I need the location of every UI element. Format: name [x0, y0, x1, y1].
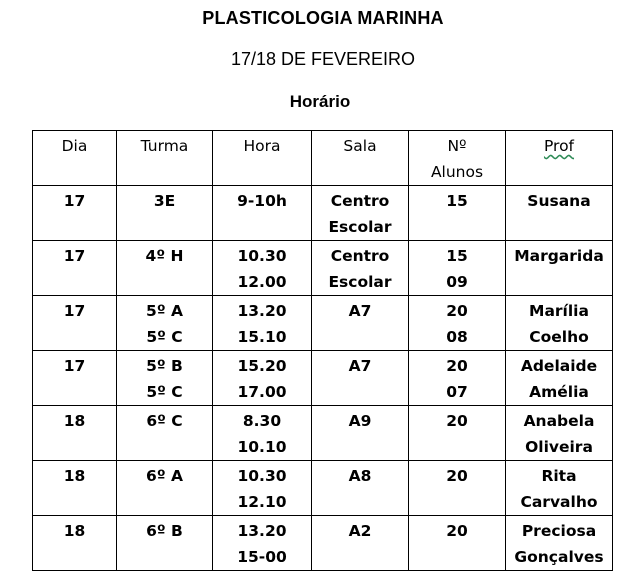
- cell-alunos-line: 07: [446, 383, 468, 401]
- header-alunos: Nº Alunos: [409, 131, 506, 186]
- cell-sala: [312, 406, 409, 461]
- cell-prof-line: Marília: [529, 302, 589, 320]
- cell-hora-line: 15.20: [237, 357, 287, 375]
- cell-hora: [213, 406, 312, 461]
- cell-alunos-line: 20: [446, 302, 468, 320]
- cell-turma-line: 4º H: [145, 247, 184, 265]
- cell-turma-line: 3E: [153, 192, 176, 210]
- cell-turma: [117, 241, 213, 296]
- cell-alunos: [409, 241, 506, 296]
- cell-sala: [312, 461, 409, 516]
- cell-hora-line: 13.20: [237, 302, 287, 320]
- table-header-row: [33, 131, 613, 186]
- cell-dia: [33, 296, 117, 351]
- cell-alunos-line: 08: [446, 328, 468, 346]
- cell-sala-line: A7: [348, 357, 372, 375]
- cell-turma: [117, 351, 213, 406]
- cell-prof: [506, 406, 613, 461]
- cell-sala-line: Centro: [330, 247, 390, 265]
- cell-alunos: [409, 461, 506, 516]
- cell-prof: [506, 186, 613, 241]
- cell-dia: [33, 241, 117, 296]
- cell-sala: [312, 241, 409, 296]
- cell-prof: [506, 461, 613, 516]
- cell-prof-line: Anabela: [523, 412, 595, 430]
- cell-alunos: [409, 351, 506, 406]
- table-row: [33, 516, 613, 571]
- cell-alunos-line: 20: [446, 357, 468, 375]
- cell-dia: [33, 406, 117, 461]
- cell-turma-line: 6º B: [146, 522, 183, 540]
- cell-hora-line: 8.30: [242, 412, 282, 430]
- table-row: [33, 351, 613, 406]
- cell-prof-line: Preciosa: [521, 522, 597, 540]
- cell-turma: [117, 296, 213, 351]
- cell-prof: [506, 351, 613, 406]
- cell-dia: [33, 351, 117, 406]
- table-row: [33, 186, 613, 241]
- cell-turma-line: 6º A: [146, 467, 183, 485]
- header-hora: Hora: [213, 131, 312, 186]
- cell-prof-line: Gonçalves: [514, 548, 604, 566]
- header-prof: Prof: [506, 131, 613, 186]
- cell-hora: [213, 351, 312, 406]
- table-row: [33, 461, 613, 516]
- schedule-table: [32, 130, 613, 571]
- cell-prof-line: Carvalho: [520, 493, 598, 511]
- cell-prof: [506, 516, 613, 571]
- cell-alunos: [409, 516, 506, 571]
- table-body: [33, 186, 613, 571]
- cell-dia: [33, 516, 117, 571]
- cell-turma: [117, 461, 213, 516]
- cell-turma: [117, 516, 213, 571]
- cell-dia-value: 18: [63, 412, 86, 430]
- cell-hora: [213, 461, 312, 516]
- cell-alunos-line: 20: [446, 467, 468, 485]
- cell-hora: [213, 516, 312, 571]
- cell-alunos-line: 15: [446, 192, 468, 210]
- cell-prof-line: Adelaide: [520, 357, 598, 375]
- cell-sala: [312, 351, 409, 406]
- header-sala: Sala: [312, 131, 409, 186]
- cell-hora-line: 13.20: [237, 522, 287, 540]
- cell-alunos-line: 20: [446, 412, 468, 430]
- table-row: [33, 241, 613, 296]
- cell-dia-value: 17: [63, 357, 86, 375]
- cell-sala-line: Centro: [330, 192, 390, 210]
- cell-prof: [506, 241, 613, 296]
- cell-alunos: [409, 406, 506, 461]
- cell-alunos-line: 20: [446, 522, 468, 540]
- cell-prof-line: Oliveira: [525, 438, 593, 456]
- cell-dia-value: 17: [63, 302, 86, 320]
- cell-sala-line: Escolar: [328, 218, 392, 236]
- cell-alunos: [409, 186, 506, 241]
- cell-sala-line: Escolar: [328, 273, 392, 291]
- cell-alunos-line: 09: [446, 273, 468, 291]
- cell-turma-line: 5º A: [146, 302, 183, 320]
- cell-turma-line: 5º C: [146, 328, 183, 346]
- cell-alunos: [409, 296, 506, 351]
- cell-prof-line: Susana: [527, 192, 591, 210]
- table-row: [33, 406, 613, 461]
- cell-turma-line: 6º C: [146, 412, 183, 430]
- cell-turma-line: 5º B: [146, 357, 183, 375]
- cell-hora-line: 15-00: [237, 548, 287, 566]
- cell-prof-line: Margarida: [514, 247, 604, 265]
- cell-sala: [312, 186, 409, 241]
- cell-prof-line: Rita: [541, 467, 577, 485]
- cell-hora-line: 9-10h: [237, 192, 287, 210]
- cell-dia-value: 17: [63, 192, 86, 210]
- cell-dia-value: 18: [63, 522, 86, 540]
- cell-turma: [117, 406, 213, 461]
- cell-hora: [213, 296, 312, 351]
- cell-hora-line: 17.00: [237, 383, 287, 401]
- cell-prof-line: Coelho: [529, 328, 589, 346]
- cell-dia: [33, 186, 117, 241]
- cell-sala: [312, 516, 409, 571]
- cell-sala-line: A8: [348, 467, 372, 485]
- cell-sala-line: A9: [348, 412, 372, 430]
- cell-dia: [33, 461, 117, 516]
- cell-dia-value: 18: [63, 467, 86, 485]
- cell-sala: [312, 296, 409, 351]
- header-dia: Dia: [33, 131, 117, 186]
- cell-alunos-line: 15: [446, 247, 468, 265]
- cell-hora: [213, 186, 312, 241]
- cell-hora-line: 15.10: [237, 328, 287, 346]
- cell-turma: [117, 186, 213, 241]
- cell-hora-line: 12.00: [237, 273, 287, 291]
- cell-hora-line: 12.10: [237, 493, 287, 511]
- document-subtitle: 17/18 DE FEVEREIRO: [230, 49, 416, 69]
- cell-sala-line: A7: [348, 302, 372, 320]
- cell-hora: [213, 241, 312, 296]
- cell-hora-line: 10.30: [237, 467, 287, 485]
- cell-sala-line: A2: [348, 522, 372, 540]
- cell-dia-value: 17: [63, 247, 86, 265]
- cell-prof-line: Amélia: [529, 383, 589, 401]
- cell-hora-line: 10.10: [237, 438, 287, 456]
- cell-prof: [506, 296, 613, 351]
- schedule-heading: Horário: [289, 92, 351, 111]
- cell-hora-line: 10.30: [237, 247, 287, 265]
- cell-turma-line: 5º C: [146, 383, 183, 401]
- header-turma: Turma: [117, 131, 213, 186]
- document-title: PLASTICOLOGIA MARINHA: [202, 8, 444, 28]
- table-row: [33, 296, 613, 351]
